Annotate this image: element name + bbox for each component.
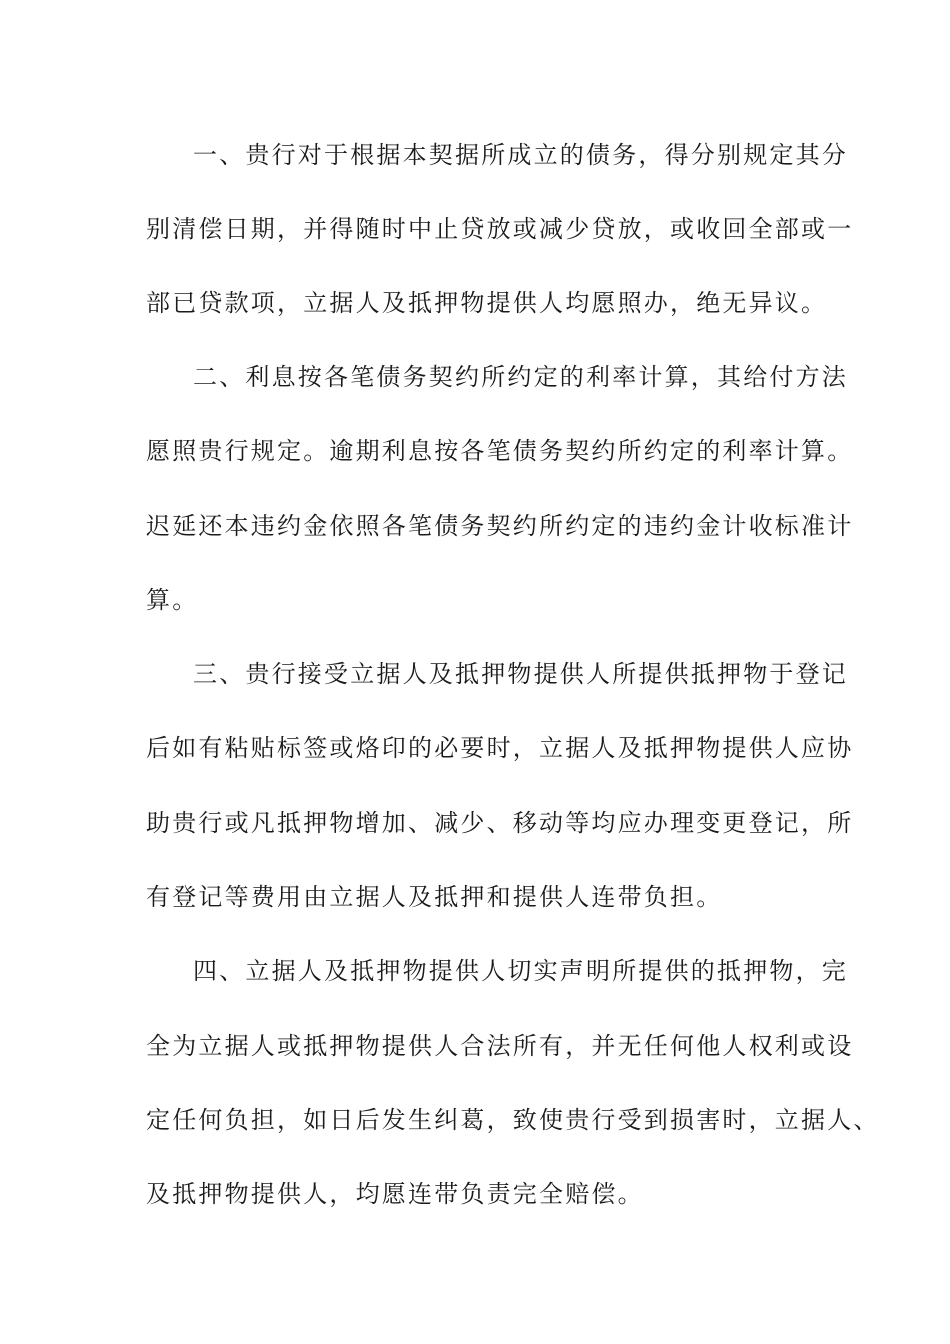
paragraph-4-line-2: 全为立据人或抵押物提供人合法所有，并无任何他人权利或设 [146, 1032, 854, 1060]
paragraph-4-line-4: 及抵押物提供人，均愿连带负责完全赔偿。 [146, 1180, 644, 1208]
paragraph-2-line-2: 愿照贵行规定。逾期利息按各笔债务契约所约定的利率计算。 [146, 437, 854, 465]
paragraph-3-line-1: 三、贵行接受立据人及抵押物提供人所提供抵押物于登记 [193, 660, 848, 688]
paragraph-2-line-1: 二、利息按各笔债务契约所约定的利率计算，其给付方法 [193, 363, 848, 391]
paragraph-2-line-4: 算。 [146, 586, 199, 614]
paragraph-1-line-2: 别清偿日期，并得随时中止贷放或减少贷放，或收回全部或一 [146, 215, 854, 243]
paragraph-2-line-3: 迟延还本违约金依照各笔债务契约所约定的违约金计收标准计 [146, 512, 854, 540]
paragraph-1-line-3: 部已贷款项，立据人及抵押物提供人均愿照办，绝无异议。 [146, 289, 828, 317]
paragraph-3-line-4: 有登记等费用由立据人及抵押和提供人连带负担。 [146, 883, 723, 911]
paragraph-3-line-2: 后如有粘贴标签或烙印的必要时，立据人及抵押物提供人应协 [146, 734, 854, 762]
paragraph-4-line-3: 定任何负担，如日后发生纠葛，致使贵行受到损害时，立据人、 [146, 1106, 880, 1134]
paragraph-3-line-3: 助贵行或凡抵押物增加、减少、移动等均应办理变更登记，所 [146, 809, 854, 837]
paragraph-1-line-1: 一、贵行对于根据本契据所成立的债务，得分别规定其分 [193, 141, 848, 169]
paragraph-4-line-1: 四、立据人及抵押物提供人切实声明所提供的抵押物，完 [193, 957, 848, 985]
